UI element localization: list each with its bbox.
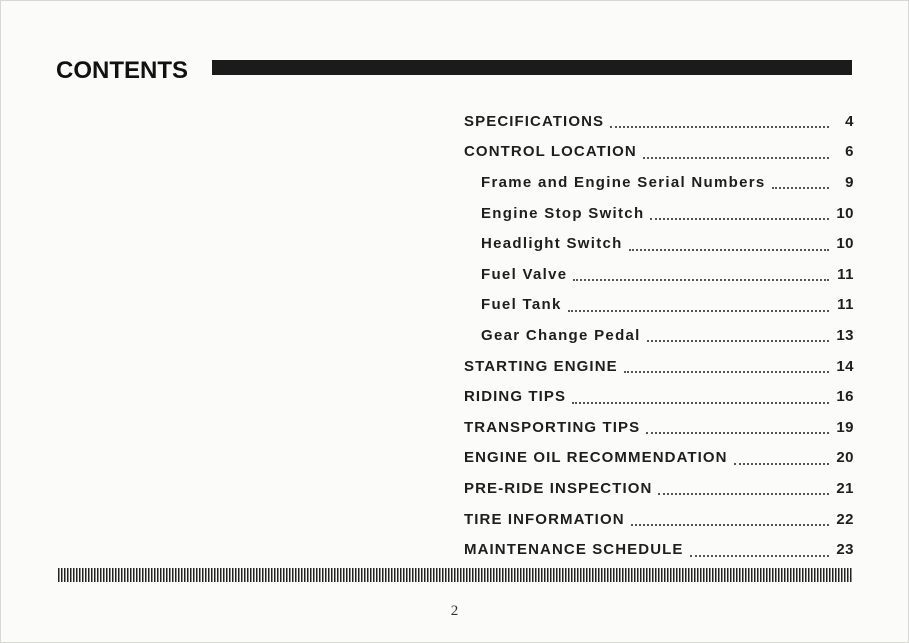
toc-entry-label: STARTING ENGINE: [464, 357, 618, 375]
contents-header: [56, 56, 852, 86]
table-of-contents: [464, 106, 854, 565]
toc-leader-dots: [772, 173, 829, 189]
toc-entry[interactable]: [464, 504, 854, 535]
toc-entry-label: CONTROL LOCATION: [464, 143, 637, 161]
toc-entry-label: Fuel Tank: [481, 296, 562, 314]
toc-entry[interactable]: [464, 351, 854, 382]
toc-leader-dots: [631, 510, 829, 526]
toc-leader-dots: [643, 143, 829, 159]
toc-entry-page: 10: [836, 204, 854, 222]
toc-leader-dots: [624, 357, 829, 373]
toc-entry[interactable]: [464, 228, 854, 259]
toc-entry-label: TRANSPORTING TIPS: [464, 418, 641, 436]
toc-entry[interactable]: [464, 473, 854, 504]
toc-entry-page: 10: [836, 235, 854, 253]
toc-leader-dots: [650, 204, 829, 220]
toc-entry-label: Headlight Switch: [481, 235, 623, 253]
toc-entry[interactable]: [464, 443, 854, 474]
toc-entry-page: 11: [837, 296, 854, 314]
toc-entry-page: 4: [845, 112, 854, 130]
toc-entry-page: 6: [845, 143, 854, 161]
title-rule-bar: [212, 60, 852, 75]
toc-entry-label: SPECIFICATIONS: [464, 112, 605, 130]
toc-entry-page: 20: [836, 449, 854, 467]
toc-leader-dots: [629, 235, 829, 251]
toc-entry-page: 11: [837, 265, 854, 283]
toc-entry-label: Gear Change Pedal: [481, 326, 641, 344]
toc-leader-dots: [658, 479, 829, 495]
toc-entry[interactable]: [464, 106, 854, 137]
footer-hatched-rule: [58, 568, 853, 582]
toc-leader-dots: [572, 388, 829, 404]
toc-leader-dots: [690, 541, 829, 557]
toc-entry[interactable]: [464, 137, 854, 168]
toc-entry-label: Fuel Valve: [481, 265, 568, 283]
toc-entry-label: RIDING TIPS: [464, 388, 567, 406]
toc-entry-page: 23: [836, 541, 854, 559]
toc-entry[interactable]: [464, 412, 854, 443]
toc-leader-dots: [573, 265, 829, 281]
toc-leader-dots: [568, 296, 829, 312]
toc-entry-page: 9: [845, 173, 854, 191]
toc-entry-label: PRE-RIDE INSPECTION: [464, 479, 653, 497]
page-number: 2: [450, 603, 459, 619]
toc-entry[interactable]: [464, 381, 854, 412]
toc-entry-page: 13: [836, 326, 854, 344]
toc-entry[interactable]: [464, 259, 854, 290]
toc-entry-page: 21: [836, 479, 854, 497]
toc-entry[interactable]: [464, 534, 854, 565]
toc-entry-page: 14: [836, 357, 854, 375]
toc-leader-dots: [647, 326, 829, 342]
toc-entry-label: ENGINE OIL RECOMMENDATION: [464, 449, 728, 467]
toc-leader-dots: [734, 449, 829, 465]
toc-entry-label: Engine Stop Switch: [481, 204, 645, 222]
toc-entry[interactable]: [464, 167, 854, 198]
toc-entry-page: 16: [836, 388, 854, 406]
toc-entry[interactable]: [464, 320, 854, 351]
toc-entry[interactable]: [464, 290, 854, 321]
toc-entry[interactable]: [464, 198, 854, 229]
page-title: CONTENTS: [56, 57, 188, 84]
toc-leader-dots: [646, 418, 829, 434]
toc-entry-page: 19: [836, 418, 854, 436]
toc-entry-page: 22: [836, 510, 854, 528]
toc-entry-label: MAINTENANCE SCHEDULE: [464, 541, 684, 559]
toc-leader-dots: [610, 112, 829, 128]
toc-entry-label: Frame and Engine Serial Numbers: [481, 173, 766, 191]
toc-entry-label: TIRE INFORMATION: [464, 510, 625, 528]
